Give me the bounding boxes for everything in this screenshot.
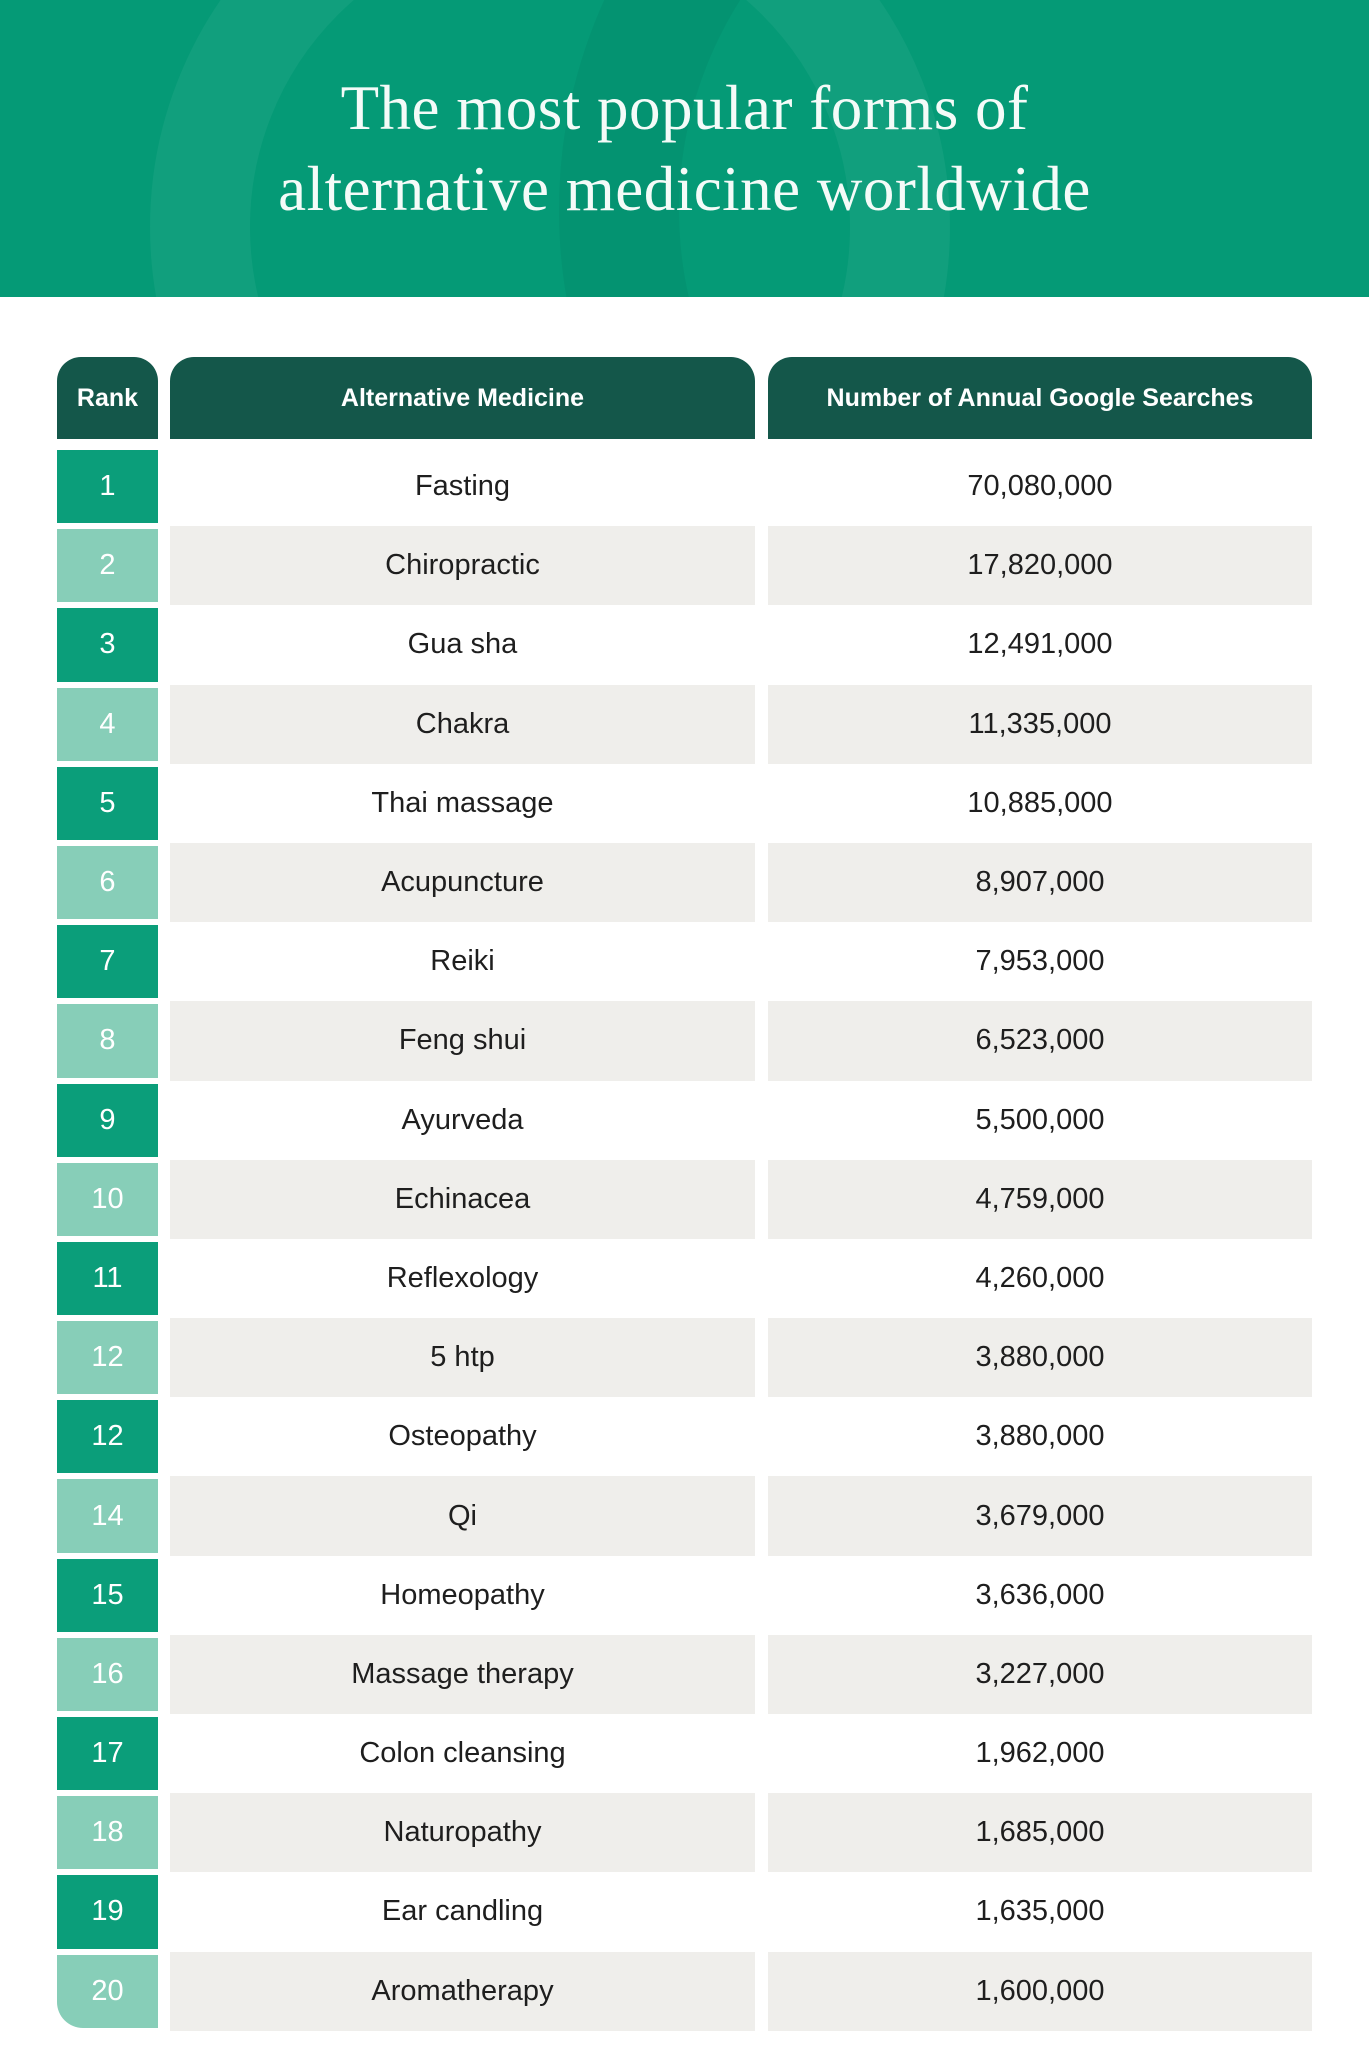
rank-cell: 16 bbox=[57, 1638, 158, 1711]
searches-cell: 3,636,000 bbox=[768, 1556, 1312, 1635]
medicine-cell: Reflexology bbox=[170, 1239, 755, 1318]
medicine-cell: Reiki bbox=[170, 922, 755, 1001]
medicine-cell: Acupuncture bbox=[170, 843, 755, 922]
table-row bbox=[57, 526, 1312, 605]
rank-cell: 2 bbox=[57, 529, 158, 602]
searches-cell: 1,635,000 bbox=[768, 1872, 1312, 1951]
rank-cell: 15 bbox=[57, 1559, 158, 1632]
medicine-cell: Gua sha bbox=[170, 605, 755, 684]
medicine-cell: Osteopathy bbox=[170, 1397, 755, 1476]
table-row bbox=[57, 1952, 1312, 2031]
table-header-row bbox=[57, 357, 1312, 439]
medicine-cell: Ear candling bbox=[170, 1872, 755, 1951]
table-row bbox=[57, 1397, 1312, 1476]
searches-cell: 5,500,000 bbox=[768, 1081, 1312, 1160]
medicine-cell: Massage therapy bbox=[170, 1635, 755, 1714]
rank-cell: 9 bbox=[57, 1084, 158, 1157]
table-row bbox=[57, 1476, 1312, 1555]
rank-cell: 12 bbox=[57, 1321, 158, 1394]
medicine-cell: Chiropractic bbox=[170, 526, 755, 605]
table-row bbox=[57, 1001, 1312, 1080]
searches-cell: 8,907,000 bbox=[768, 843, 1312, 922]
medicine-cell: Ayurveda bbox=[170, 1081, 755, 1160]
header-banner bbox=[0, 0, 1369, 297]
rank-cell: 3 bbox=[57, 608, 158, 681]
rank-cell: 20 bbox=[57, 1955, 158, 2028]
table-row bbox=[57, 1556, 1312, 1635]
table-row bbox=[57, 1318, 1312, 1397]
medicine-cell: Echinacea bbox=[170, 1160, 755, 1239]
searches-cell: 6,523,000 bbox=[768, 1001, 1312, 1080]
table-row bbox=[57, 922, 1312, 1001]
rank-cell: 7 bbox=[57, 925, 158, 998]
medicine-cell: Fasting bbox=[170, 447, 755, 526]
column-header-searches: Number of Annual Google Searches bbox=[768, 357, 1312, 439]
medicine-cell: Colon cleansing bbox=[170, 1714, 755, 1793]
searches-cell: 11,335,000 bbox=[768, 685, 1312, 764]
rank-cell: 19 bbox=[57, 1875, 158, 1948]
table-row bbox=[57, 1081, 1312, 1160]
searches-cell: 70,080,000 bbox=[768, 447, 1312, 526]
searches-cell: 3,679,000 bbox=[768, 1476, 1312, 1555]
rank-cell: 5 bbox=[57, 767, 158, 840]
medicine-cell: Thai massage bbox=[170, 764, 755, 843]
searches-cell: 10,885,000 bbox=[768, 764, 1312, 843]
searches-cell: 3,227,000 bbox=[768, 1635, 1312, 1714]
rank-cell: 12 bbox=[57, 1400, 158, 1473]
medicine-cell: Feng shui bbox=[170, 1001, 755, 1080]
table-row bbox=[57, 1239, 1312, 1318]
table-row bbox=[57, 685, 1312, 764]
page-title-line-2: alternative medicine worldwide bbox=[278, 153, 1091, 224]
medicine-cell: Aromatherapy bbox=[170, 1952, 755, 2031]
rank-cell: 11 bbox=[57, 1242, 158, 1315]
table-row bbox=[57, 447, 1312, 526]
searches-cell: 1,962,000 bbox=[768, 1714, 1312, 1793]
rank-cell: 4 bbox=[57, 688, 158, 761]
table-row bbox=[57, 1714, 1312, 1793]
medicine-cell: Chakra bbox=[170, 685, 755, 764]
table-row bbox=[57, 1160, 1312, 1239]
ranking-table bbox=[57, 357, 1312, 2031]
page-title-line-1: The most popular forms of bbox=[340, 72, 1029, 143]
rank-cell: 10 bbox=[57, 1163, 158, 1236]
searches-cell: 7,953,000 bbox=[768, 922, 1312, 1001]
rank-cell: 17 bbox=[57, 1717, 158, 1790]
medicine-cell: 5 htp bbox=[170, 1318, 755, 1397]
rank-cell: 18 bbox=[57, 1796, 158, 1869]
table-row bbox=[57, 1793, 1312, 1872]
rank-cell: 6 bbox=[57, 846, 158, 919]
table-row bbox=[57, 1872, 1312, 1951]
searches-cell: 12,491,000 bbox=[768, 605, 1312, 684]
searches-cell: 17,820,000 bbox=[768, 526, 1312, 605]
rank-cell: 1 bbox=[57, 450, 158, 523]
table-row bbox=[57, 764, 1312, 843]
medicine-cell: Homeopathy bbox=[170, 1556, 755, 1635]
medicine-cell: Qi bbox=[170, 1476, 755, 1555]
table-row bbox=[57, 1635, 1312, 1714]
rank-cell: 8 bbox=[57, 1004, 158, 1077]
rank-cell: 14 bbox=[57, 1479, 158, 1552]
column-header-medicine: Alternative Medicine bbox=[170, 357, 755, 439]
table-body bbox=[57, 447, 1312, 2031]
searches-cell: 4,260,000 bbox=[768, 1239, 1312, 1318]
searches-cell: 1,685,000 bbox=[768, 1793, 1312, 1872]
column-header-rank: Rank bbox=[57, 357, 158, 439]
searches-cell: 4,759,000 bbox=[768, 1160, 1312, 1239]
page-title bbox=[278, 68, 1091, 229]
table-row bbox=[57, 605, 1312, 684]
medicine-cell: Naturopathy bbox=[170, 1793, 755, 1872]
searches-cell: 1,600,000 bbox=[768, 1952, 1312, 2031]
searches-cell: 3,880,000 bbox=[768, 1318, 1312, 1397]
searches-cell: 3,880,000 bbox=[768, 1397, 1312, 1476]
table-row bbox=[57, 843, 1312, 922]
